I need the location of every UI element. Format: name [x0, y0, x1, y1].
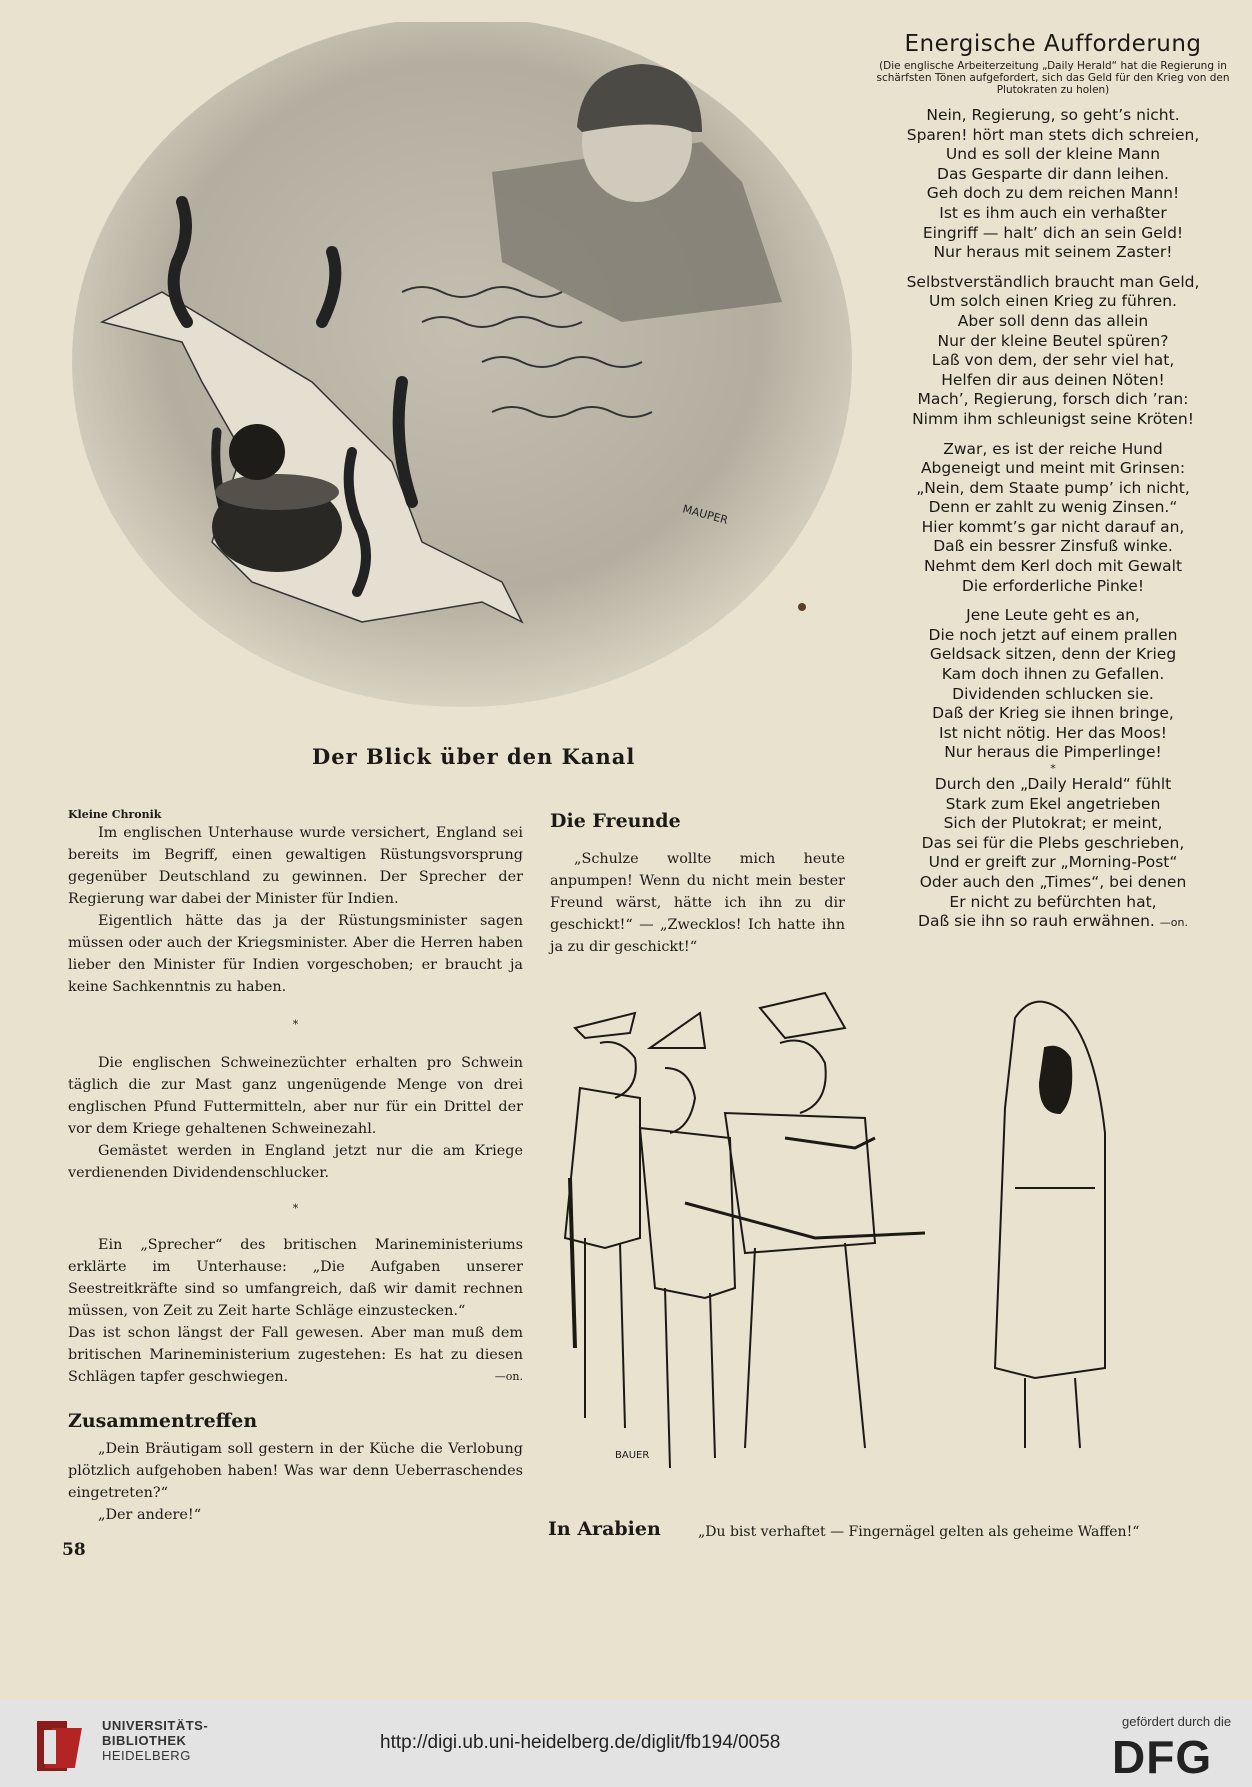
chronik-star-2: *: [292, 1202, 299, 1215]
poem-stanza-1: Nein, Regierung, so geht’s nicht. Sparen! hört man stets dich schreien, Und es soll der kleine Mann Das Gesparte dir dann leihen. Geh doch zu dem reichen Mann! Ist es ihm auch ein verhaßter Eingriff — halt’ dich an sein Geld! Nur heraus mit seinem Zaster!: [906, 106, 1200, 262]
caption-top-cartoon: Der Blick über den Kanal: [312, 744, 636, 769]
caption-arabia-quote: „Du bist verhaftet — Fingernägel gelten als geheime Waffen!“: [698, 1524, 1140, 1540]
poem-signature: —on.: [1159, 916, 1188, 930]
library-name-line-2: BIBLIOTHEK: [102, 1733, 187, 1748]
chronik-p2a: Die englischen Schweinezüchter erhalten pro Schwein täglich die zur Mast ganz ungenügende Menge von drei englischen Pfund Futtermitteln, aber nur für ein Drittel der vor dem Kriege gehaltenen Schweinezahl.: [68, 1055, 523, 1137]
source-url-link[interactable]: http://digi.ub.uni-heidelberg.de/diglit/fb194/0058: [380, 1732, 781, 1753]
freunde-section: [550, 810, 845, 958]
poem-stanza-4: Jene Leute geht es an, Die noch jetzt auf einem prallen Geldsack sitzen, denn der Krieg Kam doch ihnen zu Gefallen. Dividenden schlucken sie. Daß der Krieg sie ihnen bringe, Ist nicht nötig. Her das Moos! Nur heraus die Pimperlinge!: [928, 606, 1178, 762]
library-name: [102, 1718, 208, 1763]
poem-epilogue: Durch den „Daily Herald“ fühlt Stark zum Ekel angetrieben Sich der Plutokrat; er meint, Das sei für die Plebs geschrieben, Und er greift zur „Morning-Post“ Oder auch den „Times“, bei denen Er nicht zu befürchten hat, Daß sie ihn so rauh erwähnen.: [918, 775, 1187, 931]
chronik-p2b: Gemästet werden in England jetzt nur die am Kriege verdienenden Dividendenschlucker.: [68, 1143, 523, 1181]
chronik-p1b: Eigentlich hätte das ja der Rüstungsminister sagen müssen oder auch der Kriegsminister. Aber die Herren haben lieber den Minister für Indien vorgeschoben; er braucht ja keine Sachkenntnis zu haben.: [68, 913, 523, 995]
poem-column: [868, 30, 1238, 933]
freunde-heading: Die Freunde: [550, 810, 681, 832]
chronik-column: [68, 808, 523, 1526]
artist-signature-top: MAUPER: [681, 502, 730, 527]
poem-star: *: [1050, 762, 1056, 775]
chronik-p1a: Im englischen Unterhause wurde versichert, England sei bereits im Begriff, einen gewaltigen Rüstungsvorsprung gegenüber Deutschland zu gewinnen. Der Sprecher der Regierung war dabei der Minister für Indien.: [68, 825, 523, 907]
freunde-text: „Schulze wollte mich heute anpumpen! Wenn du nicht mein bester Freund wärst, hätte ich ihn zu dir geschickt!“ — „Zwecklos! Ich hatte ihn ja zu dir geschickt!“: [550, 851, 845, 955]
chronik-signature: —on.: [494, 1370, 523, 1383]
poem-subtitle: (Die englische Arbeiterzeitung „Daily Herald“ hat die Regierung in schärfsten Tönen aufgefordert, sich das Geld für den Krieg von den Plutokraten zu holen): [876, 60, 1230, 96]
poem-stanza-3: Zwar, es ist der reiche Hund Abgeneigt und meint mit Grinsen: „Nein, dem Staate pump’ ich nicht, Denn er zahlt zu wenig Zinsen.“ Hier kommt’s gar nicht darauf an, Daß ein bessrer Zinsfuß winke. Nehmt dem Kerl doch mit Gewalt Die erforderliche Pinke!: [916, 439, 1190, 595]
page-number: 58: [62, 1540, 86, 1560]
university-library-logo-icon: [32, 1716, 92, 1776]
poem-title: Energische Aufforderung: [904, 31, 1202, 57]
chronik-p3a: Ein „Sprecher“ des britischen Marineministeriums erklärte im Unterhause: „Die Aufgaben unserer Seestreitkräfte sind so umfangreich, daß wir damit rechnen müssen, von Zeit zu Zeit harte Schläge einzustecken.“: [68, 1237, 523, 1319]
library-name-line-1: UNIVERSITÄTS-: [102, 1718, 209, 1733]
dfg-logo: DFG: [1112, 1731, 1213, 1783]
chronik-p3b: Das ist schon längst der Fall gewesen. Aber man muß dem britischen Marineministerium zugestehen: Es hat zu diesen Schlägen tapfer geschwiegen.: [68, 1325, 523, 1385]
chronik-star-1: *: [292, 1018, 299, 1031]
zusammentreffen-p2: „Der andere!“: [98, 1507, 202, 1523]
library-name-line-3: HEIDELBERG: [102, 1748, 191, 1763]
poem-stanza-2: Selbstverständlich braucht man Geld, Um solch einen Krieg zu führen. Aber soll denn das allein Nur der kleine Beutel spüren? Laß von dem, der sehr viel hat, Helfen dir aus deinen Nöten! Mach’, Regierung, forsch dich ’ran: Nimm ihm schleunigst seine Kröten!: [906, 272, 1200, 428]
zusammentreffen-p1: „Dein Bräutigam soll gestern in der Küche die Verlobung plötzlich aufgehoben haben! Was war denn Ueberraschendes eingetreten?“: [68, 1441, 523, 1501]
zusammentreffen-heading: Zusammentreffen: [68, 1410, 258, 1432]
cartoon-arabia-illustration: [545, 988, 1235, 1508]
chronik-heading: Kleine Chronik: [68, 808, 162, 821]
funding-note: gefördert durch die: [1122, 1714, 1232, 1729]
footer-bar: [0, 1700, 1252, 1787]
caption-arabia: In Arabien: [548, 1518, 661, 1540]
cartoon-channel-illustration: [62, 22, 867, 732]
artist-signature-bottom: BAUER: [615, 1450, 650, 1461]
